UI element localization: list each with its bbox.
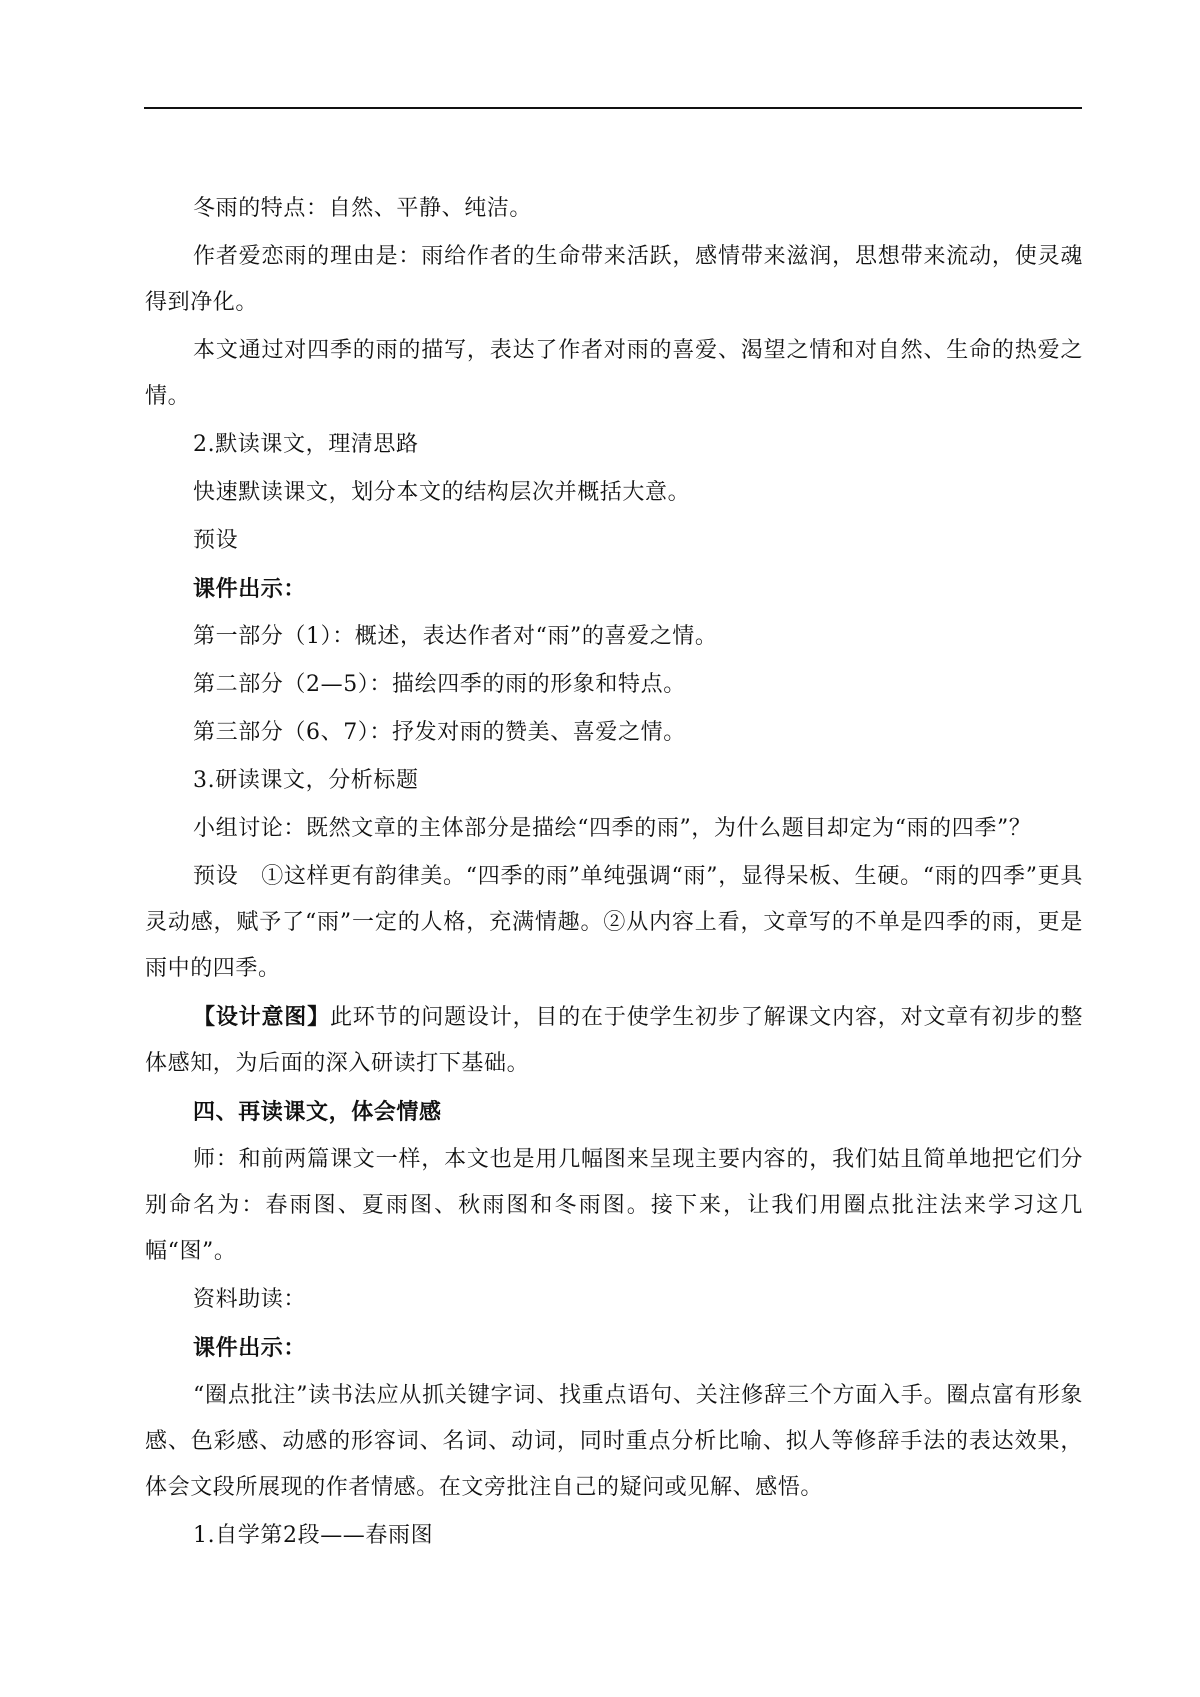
paragraph-part-one: 第一部分（1）：概述，表达作者对“雨”的喜爱之情。 bbox=[193, 624, 718, 649]
paragraph-author-reason: 作者爱恋雨的理由是：雨给作者的生命带来活跃，感情带来滋润，思想带来流动，使灵魂得到净化。 bbox=[145, 244, 1083, 315]
paragraph-annotation-method: “圈点批注”读书法应从抓关键字词、找重点语句、关注修辞三个方面入手。圈点富有形象感、色彩感、动感的形容词、名词、动词，同时重点分析比喻、拟人等修辞手法的表达效果，体会文段所展现的作者情感。在文旁批注自己的疑问或见解、感悟。 bbox=[145, 1383, 1083, 1500]
section-heading-reread: 四、再读课文，体会情感 bbox=[193, 1099, 442, 1125]
paragraph-preset-label: 预设 bbox=[193, 528, 239, 553]
paragraph-reading-task: 快速默读课文，划分本文的结构层次并概括大意。 bbox=[193, 480, 691, 505]
document-body bbox=[145, 186, 1083, 1561]
header-rule bbox=[144, 107, 1082, 109]
paragraph-teacher-intro: 师：和前两篇课文一样，本文也是用几幅图来呈现主要内容的，我们姑且简单地把它们分别命名为：春雨图、夏雨图、秋雨图和冬雨图。接下来，让我们用圈点批注法来学习这几幅“图”。 bbox=[145, 1147, 1083, 1264]
paragraph-design-intent bbox=[145, 994, 1083, 1087]
section-heading-title-analysis: 3.研读课文，分析标题 bbox=[193, 768, 419, 793]
courseware-label: 课件出示： bbox=[193, 576, 307, 602]
section-heading-silent-reading: 2.默读课文，理清思路 bbox=[193, 432, 419, 457]
paragraph-reading-aid-label: 资料助读： bbox=[193, 1287, 307, 1312]
section-heading-spring-rain: 1.自学第2段——春雨图 bbox=[193, 1523, 434, 1548]
design-intent-label: 【设计意图】 bbox=[193, 1004, 330, 1030]
paragraph-part-two: 第二部分（2—5）：描绘四季的雨的形象和特点。 bbox=[193, 672, 686, 697]
paragraph-winter-rain-traits: 冬雨的特点：自然、平静、纯洁。 bbox=[193, 196, 533, 221]
design-intent-text: 此环节的问题设计，目的在于使学生初步了解课文内容，对文章有初步的整体感知，为后面的深入研读打下基础。 bbox=[145, 1005, 1083, 1076]
paragraph-theme: 本文通过对四季的雨的描写，表达了作者对雨的喜爱、渴望之情和对自然、生命的热爱之情。 bbox=[145, 338, 1083, 409]
paragraph-group-discussion: 小组讨论：既然文章的主体部分是描绘“四季的雨”，为什么题目却定为“雨的四季”？ bbox=[193, 816, 1032, 841]
courseware-label-2: 课件出示： bbox=[193, 1335, 307, 1361]
paragraph-preset-answer: 预设 ①这样更有韵律美。“四季的雨”单纯强调“雨”，显得呆板、生硬。“雨的四季”更具灵动感，赋予了“雨”一定的人格，充满情趣。②从内容上看，文章写的不单是四季的雨，更是雨中的四季。 bbox=[145, 864, 1083, 981]
paragraph-part-three: 第三部分（6、7）：抒发对雨的赞美、喜爱之情。 bbox=[193, 720, 686, 745]
